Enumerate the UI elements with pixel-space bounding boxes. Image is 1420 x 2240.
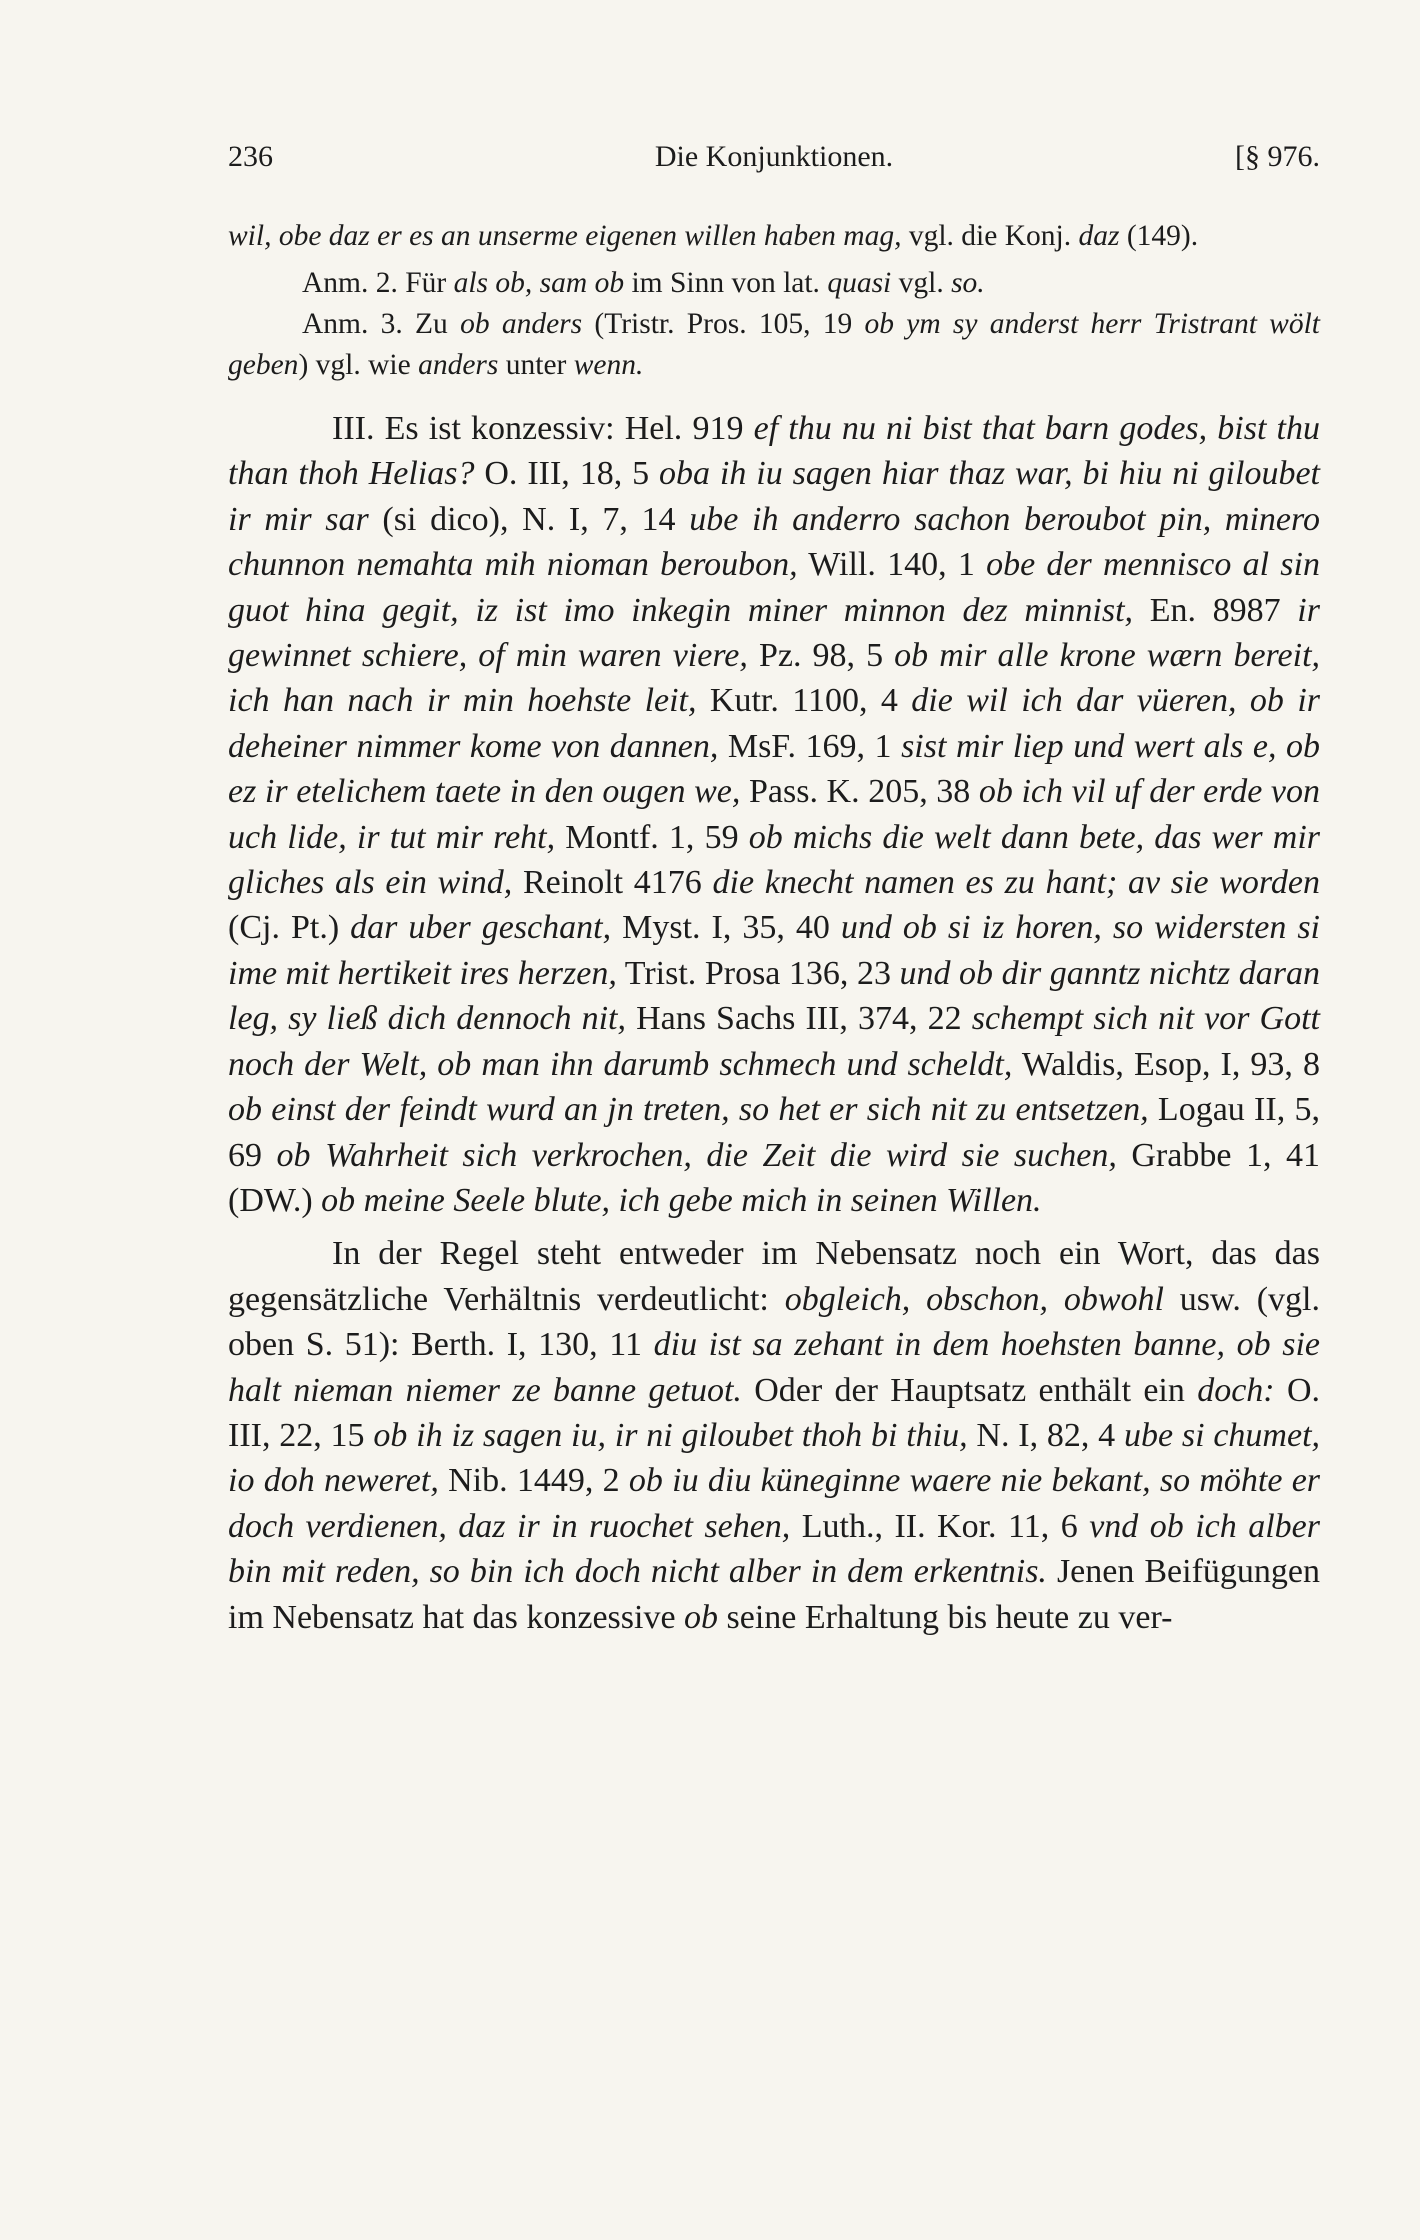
italic-quote: und ob si iz horen, so widersten si ime mit hertikeit ires herzen, bbox=[228, 909, 1321, 992]
text-run: Oder der Hauptsatz enthält ein bbox=[741, 1371, 1198, 1409]
text-run: ) vgl. wie bbox=[298, 349, 419, 381]
text-run: vgl. bbox=[891, 267, 952, 299]
italic-quote: diu ist sa zehant in dem hoehsten banne, ob sie halt nieman niemer ze banne getuot. bbox=[228, 1326, 1320, 1409]
section-number: [§ 976. bbox=[1235, 140, 1320, 173]
text-run: Grabbe 1, 41 (DW.) bbox=[228, 1136, 1321, 1219]
text-run: Trist. Prosa 136, 23 bbox=[616, 954, 900, 992]
italic-quote: ob meine Seele blute, ich gebe mich in seinen Willen. bbox=[321, 1181, 1042, 1219]
running-title: Die Konjunktionen. bbox=[654, 140, 894, 173]
italic-quote: ob michs die welt dann bete, das wer mir gliches als ein wind, bbox=[228, 818, 1320, 902]
italic-quote: wenn. bbox=[573, 349, 644, 381]
text-run: Anm. 3. Zu bbox=[302, 308, 461, 340]
text-run: Montf. 1, 59 bbox=[555, 818, 749, 856]
italic-quote: oba ih iu sagen hiar thaz war, bi hiu ni giloubet ir mir sar bbox=[228, 455, 1320, 538]
italic-quote: ube si chumet, io doh neweret, bbox=[228, 1416, 1321, 1500]
text-run: Hans Sachs III, 374, 22 bbox=[625, 1000, 972, 1038]
text-run: MsF. 169, 1 bbox=[718, 727, 902, 765]
page-body bbox=[228, 216, 1320, 1640]
italic-quote: wil, obe daz er es an unserme eigenen willen haben mag, bbox=[228, 220, 902, 252]
italic-quote: ob ym sy anderst herr Tristrant wölt geben bbox=[228, 308, 1320, 381]
text-run: In der Regel steht entweder im Nebensatz noch ein Wort, das das gegensätzliche Verhältnis verdeutlicht: bbox=[228, 1235, 1320, 1318]
italic-quote: ob bbox=[684, 1598, 719, 1636]
italic-quote: schempt sich nit vor Gott noch der Welt, ob man ihn darumb schmech und scheldt, bbox=[228, 1000, 1320, 1083]
text-run: Anm. 2. Für bbox=[302, 267, 454, 299]
text-run: Pz. 98, 5 bbox=[747, 637, 895, 675]
text-run: III. Es ist konzessiv: Hel. 919 bbox=[332, 410, 754, 447]
text-run: O. III, 18, 5 bbox=[474, 455, 659, 493]
text-run: Pass. K. 205, 38 bbox=[740, 773, 979, 811]
italic-quote: und ob dir ganntz nichtz daran leg, sy ließ dich dennoch nit, bbox=[228, 954, 1320, 1038]
paragraph-iii-konzessiv bbox=[228, 406, 1320, 1223]
text-run: seine Erhaltung bis heute zu ver- bbox=[718, 1598, 1173, 1636]
italic-quote: ef thu nu ni bist that barn godes, bist thu than thoh Helias? bbox=[228, 410, 1321, 493]
italic-quote: ob einst der feindt wurd an jn treten, so het er sich nit zu entsetzen, bbox=[228, 1091, 1149, 1129]
text-run: Jenen Beifügungen im Nebensatz hat das konzessive bbox=[228, 1553, 1320, 1636]
text-run: Will. 140, 1 bbox=[797, 546, 987, 584]
italic-quote: die wil ich dar vüeren, ob ir deheiner nimmer kome von dannen, bbox=[228, 682, 1320, 765]
text-run: Kutr. 1100, 4 bbox=[696, 682, 912, 720]
text-run: Reinolt 4176 bbox=[512, 864, 713, 902]
note-anm-3 bbox=[228, 304, 1320, 386]
page-number: 236 bbox=[228, 140, 273, 173]
italic-quote: quasi bbox=[827, 267, 892, 299]
text-run: Nib. 1449, 2 bbox=[438, 1462, 629, 1500]
italic-quote: ob mir alle krone wærn bereit, ich han nach ir min hoehste leit, bbox=[228, 637, 1321, 720]
text-run: Logau II, 5, 69 bbox=[228, 1091, 1320, 1174]
text-run: Myst. I, 35, 40 bbox=[611, 909, 841, 947]
text-run: unter bbox=[498, 349, 574, 381]
paragraph-in-der-regel bbox=[228, 1231, 1320, 1640]
italic-quote: doch: bbox=[1197, 1371, 1275, 1409]
running-header bbox=[228, 140, 1320, 190]
text-run: N. I, 82, 4 bbox=[967, 1416, 1124, 1454]
italic-quote: ob ich vil uf der erde von uch lide, ir tut mir reht, bbox=[228, 773, 1320, 856]
italic-quote: die knecht namen es zu hant; av sie worden bbox=[712, 864, 1320, 902]
italic-quote: anders bbox=[418, 349, 499, 381]
italic-quote: so. bbox=[951, 267, 985, 299]
text-run: O. III, 22, 15 bbox=[228, 1371, 1320, 1454]
text-run: (Cj. Pt.) bbox=[228, 909, 351, 947]
text-run: im Sinn von lat. bbox=[624, 267, 828, 299]
text-run: (si dico), N. I, 7, 14 bbox=[368, 500, 690, 538]
italic-quote: daz bbox=[1078, 220, 1120, 252]
italic-quote: sist mir liep und wert als e, ob ez ir etelichem taete in den ougen we, bbox=[228, 727, 1320, 811]
text-run: vgl. die Konj. bbox=[901, 220, 1079, 252]
italic-quote: ob Wahrheit sich verkrochen, die Zeit die wird sie suchen, bbox=[276, 1136, 1117, 1174]
italic-quote: als ob, sam ob bbox=[453, 267, 625, 299]
text-run: (Tristr. Pros. 105, 19 bbox=[582, 308, 865, 340]
paragraph-continuation bbox=[228, 216, 1320, 257]
text-run: (149). bbox=[1119, 220, 1199, 252]
italic-quote: ob anders bbox=[460, 308, 583, 340]
text-run: usw. (vgl. oben S. 51): Berth. I, 130, 11 bbox=[228, 1280, 1320, 1364]
text-run: Luth., II. Kor. 11, 6 bbox=[790, 1507, 1090, 1545]
text-run: En. 8987 bbox=[1133, 591, 1298, 629]
italic-quote: ube ih anderro sachon beroubot pin, minero chunnon nemahta mih nioman beroubon, bbox=[228, 500, 1320, 584]
italic-quote: dar uber geschant, bbox=[350, 909, 612, 947]
note-anm-2 bbox=[228, 263, 1320, 304]
italic-quote: obe der mennisco al sin guot hina gegit, iz ist imo inkegin miner minnon dez minnist, bbox=[228, 546, 1320, 629]
italic-quote: vnd ob ich alber bin mit reden, so bin ich doch nicht alber in dem erkentnis. bbox=[228, 1507, 1320, 1591]
italic-quote: ob iu diu küneginne waere nie bekant, so möhte er doch verdienen, daz ir in ruochet sehen, bbox=[228, 1462, 1321, 1545]
text-run: Waldis, Esop, I, 93, 8 bbox=[1012, 1045, 1320, 1083]
italic-quote: ir gewinnet schiere, of min waren viere, bbox=[228, 591, 1320, 675]
italic-quote: ob ih iz sagen iu, ir ni giloubet thoh bi thiu, bbox=[373, 1416, 968, 1454]
italic-quote: obgleich, obschon, obwohl bbox=[784, 1280, 1164, 1318]
